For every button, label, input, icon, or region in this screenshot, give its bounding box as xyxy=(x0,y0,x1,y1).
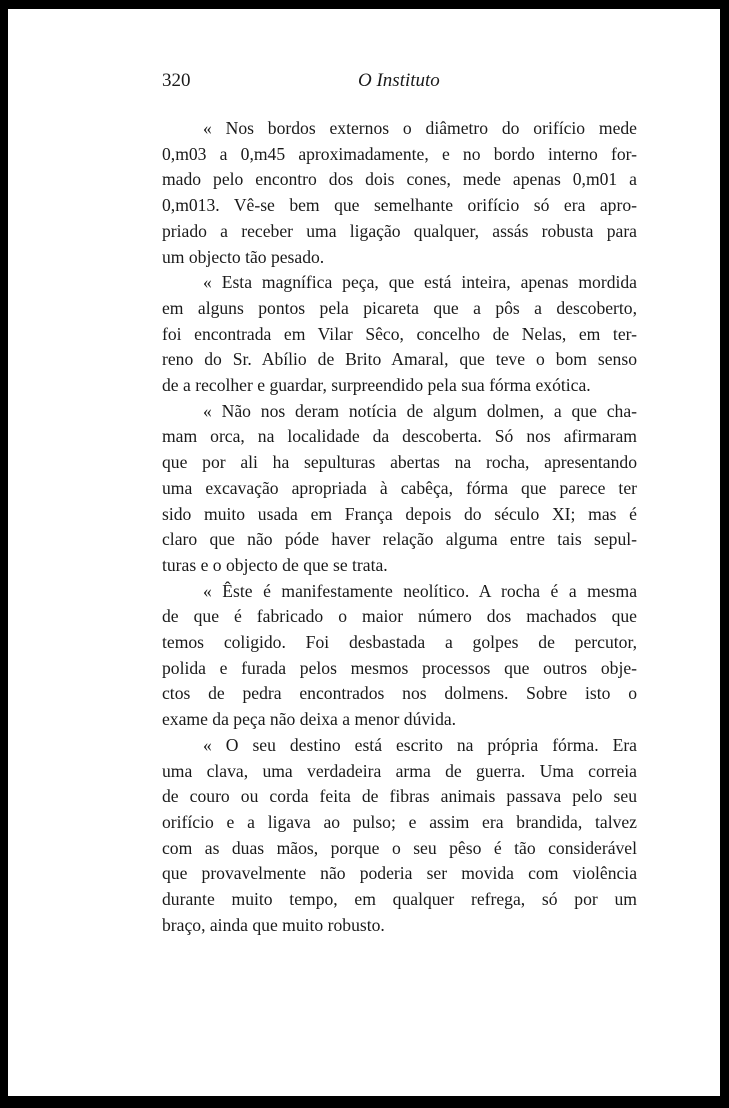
text-line: polida e furada pelos mesmos processos que outros obje- xyxy=(162,657,637,678)
text-line: sido muito usada em França depois do século XI; mas é xyxy=(162,503,637,524)
text-line: « Êste é manifestamente neolítico. A rocha é a mesma xyxy=(203,580,637,601)
paragraph xyxy=(162,733,637,939)
text-line: de a recolher e guardar, surpreendido pela sua fórma exótica. xyxy=(162,375,591,396)
text-line: reno do Sr. Abílio de Brito Amaral, que teve o bom senso xyxy=(162,349,637,370)
text-line: orifício e a ligava ao pulso; e assim era brandida, talvez xyxy=(162,811,637,832)
running-title: O Instituto xyxy=(358,70,440,91)
paragraph xyxy=(162,270,637,399)
text-line: de couro ou corda feita de fibras animais passava pelo seu xyxy=(162,786,637,807)
body-text xyxy=(162,116,637,939)
page-header xyxy=(162,70,637,100)
text-line: em alguns pontos pela picareta que a pôs a descoberto, xyxy=(162,297,637,318)
text-line: uma clava, uma verdadeira arma de guerra. Uma correia xyxy=(162,760,637,781)
text-line: 0,m013. Vê-se bem que semelhante orifício só era apro- xyxy=(162,195,637,216)
text-line: braço, ainda que muito robusto. xyxy=(162,914,385,935)
text-line: « Esta magnífica peça, que está inteira, apenas mordida xyxy=(203,272,637,293)
text-line: exame da peça não deixa a menor dúvida. xyxy=(162,709,457,730)
text-line: « O seu destino está escrito na própria fórma. Era xyxy=(203,734,637,755)
text-line: de que é fabricado o maior número dos machados que xyxy=(162,606,637,627)
text-line: que por ali ha sepulturas abertas na rocha, apresentando xyxy=(162,452,637,473)
text-line: claro que não póde haver relação alguma entre tais sepul- xyxy=(162,529,637,550)
page-number: 320 xyxy=(162,70,191,91)
text-line: ctos de pedra encontrados nos dolmens. Sobre isto o xyxy=(162,683,637,704)
paragraph xyxy=(162,399,637,579)
text-line: mado pelo encontro dos dois cones, mede apenas 0,m01 a xyxy=(162,169,637,190)
text-line: mam orca, na localidade da descoberta. Só nos afirmaram xyxy=(162,426,637,447)
paragraph xyxy=(162,116,637,270)
book-page xyxy=(162,70,637,939)
text-line: priado a receber uma ligação qualquer, assás robusta para xyxy=(162,220,637,241)
text-line: que provavelmente não poderia ser movida com violência xyxy=(162,863,637,884)
text-line: « Nos bordos externos o diâmetro do orifício mede xyxy=(203,118,637,138)
text-line: foi encontrada em Vilar Sêco, concelho de Nelas, em ter- xyxy=(162,323,637,344)
text-line: temos coligido. Foi desbastada a golpes de percutor, xyxy=(162,632,637,653)
text-line: 0,m03 a 0,m45 aproximadamente, e no bordo interno for- xyxy=(162,143,637,164)
text-line: turas e o objecto de que se trata. xyxy=(162,554,388,575)
text-line: um objecto tão pesado. xyxy=(162,246,325,267)
text-line: uma excavação apropriada à cabêça, fórma que parece ter xyxy=(162,477,637,498)
paragraph xyxy=(162,579,637,733)
text-line: « Não nos deram notícia de algum dolmen, a que cha- xyxy=(203,400,637,421)
text-line: com as duas mãos, porque o seu pêso é tão considerável xyxy=(162,837,637,858)
text-line: durante muito tempo, em qualquer refrega, só por um xyxy=(162,889,637,910)
